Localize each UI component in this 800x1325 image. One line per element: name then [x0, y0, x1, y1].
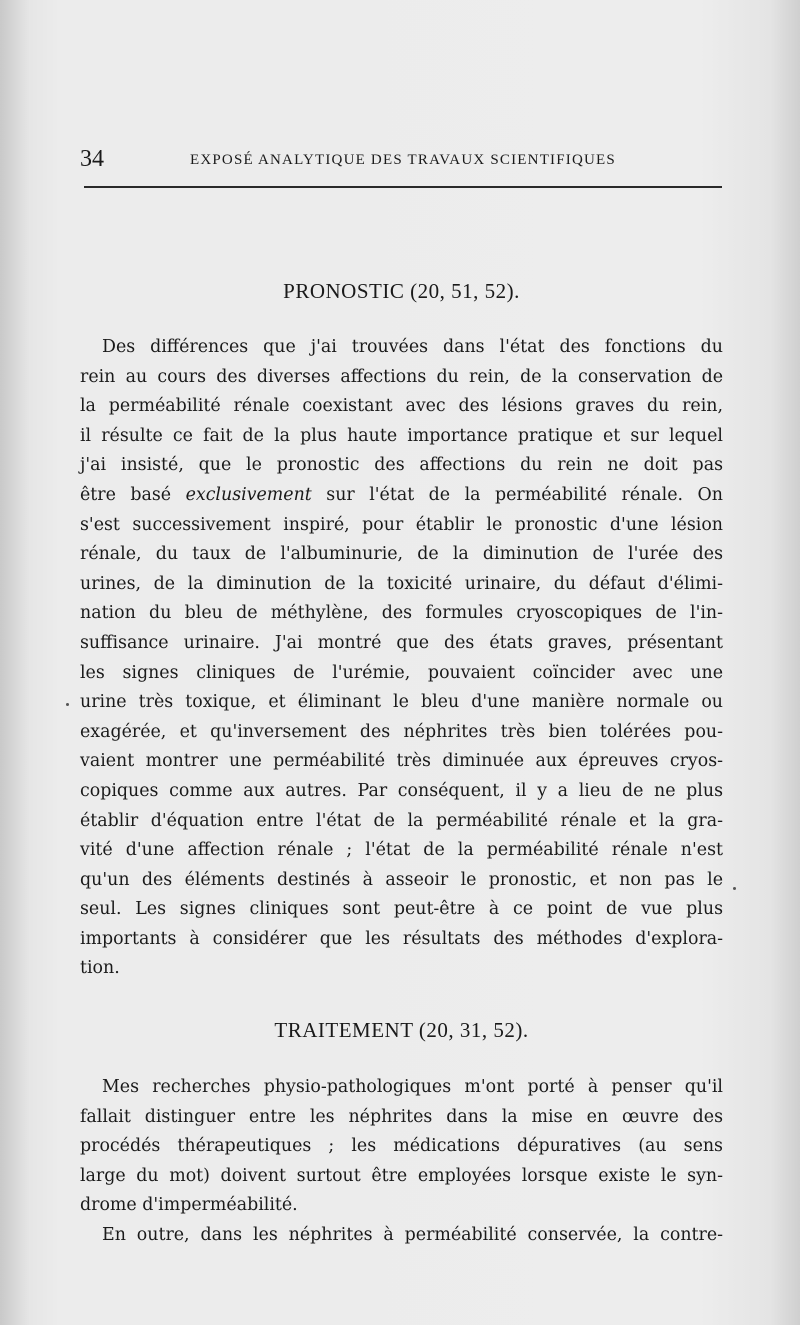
running-title: EXPOSÉ ANALYTIQUE DES TRAVAUX SCIENTIFIQUES — [190, 152, 616, 168]
text-line: large du mot) doivent surtout être employées lorsque existe le syn- — [80, 1165, 723, 1186]
text-line: vité d'une affection rénale ; l'état de la perméabilité rénale n'est — [80, 840, 723, 861]
paragraph-traitement-1 — [80, 1073, 723, 1221]
speck-mark — [66, 703, 69, 706]
text-line: drome d'imperméabilité. — [80, 1195, 298, 1216]
header-rule — [84, 186, 722, 188]
text-line: les signes cliniques de l'urémie, pouvaient coïncider avec une — [80, 662, 723, 683]
page-number: 34 — [80, 146, 104, 172]
text-line: suffisance urinaire. J'ai montré que des états graves, présentant — [80, 632, 723, 653]
text-line: Mes recherches physio-pathologiques m'ont porté à penser qu'il — [102, 1077, 723, 1097]
text-line: exagérée, et qu'inversement des néphrites très bien tolérées pou- — [80, 721, 723, 742]
text-line: il résulte ce fait de la plus haute importance pratique et sur lequel — [80, 425, 723, 446]
text-line: s'est successivement inspiré, pour établir le pronostic d'une lésion — [80, 514, 723, 535]
text-line: vaient montrer une perméabilité très diminuée aux épreuves cryos- — [80, 751, 723, 772]
speck-mark — [733, 887, 736, 890]
text-line: En outre, dans les néphrites à perméabilité conservée, la contre- — [102, 1225, 723, 1245]
paragraph-traitement-2 — [80, 1221, 723, 1251]
text-line: établir d'équation entre l'état de la perméabilité rénale et la gra- — [80, 810, 723, 831]
text-line: urines, de la diminution de la toxicité urinaire, du défaut d'élimi- — [80, 573, 723, 594]
text-line: j'ai insisté, que le pronostic des affections du rein ne doit pas — [80, 455, 723, 476]
text-line: importants à considérer que les résultats des méthodes d'explora- — [80, 928, 723, 949]
text-line-with-emphasis: être basé exclusivement sur l'état de la perméabilité rénale. On — [80, 484, 723, 505]
section-title-pronostic: PRONOSTIC (20, 51, 52). — [283, 279, 520, 303]
text-line: nation du bleu de méthylène, des formules cryoscopiques de l'in- — [80, 603, 723, 624]
text-line: la perméabilité rénale coexistant avec des lésions graves du rein, — [80, 396, 723, 417]
text-line: copiques comme aux autres. Par conséquent, il y a lieu de ne plus — [80, 780, 723, 801]
text-line: rein au cours des diverses affections du rein, de la conservation de — [80, 366, 723, 387]
paragraph-pronostic — [80, 333, 723, 984]
text-line: qu'un des éléments destinés à asseoir le pronostic, et non pas le — [80, 869, 723, 890]
text-line: fallait distinguer entre les néphrites dans la mise en œuvre des — [80, 1106, 723, 1127]
text-line: rénale, du taux de l'albuminurie, de la diminution de l'urée des — [80, 544, 723, 565]
text-line: Des différences que j'ai trouvées dans l'état des fonctions du — [102, 337, 723, 357]
emphasis-word: exclusivement — [185, 484, 312, 505]
text-line: procédés thérapeutiques ; les médications dépuratives (au sens — [80, 1136, 723, 1157]
section-title-traitement: TRAITEMENT (20, 31, 52). — [274, 1018, 529, 1042]
text-line: tion. — [80, 958, 120, 979]
text-line: seul. Les signes cliniques sont peut-être à ce point de vue plus — [80, 899, 723, 920]
page-header — [80, 144, 723, 174]
text-line: urine très toxique, et éliminant le bleu d'une manière normale ou — [80, 692, 723, 713]
